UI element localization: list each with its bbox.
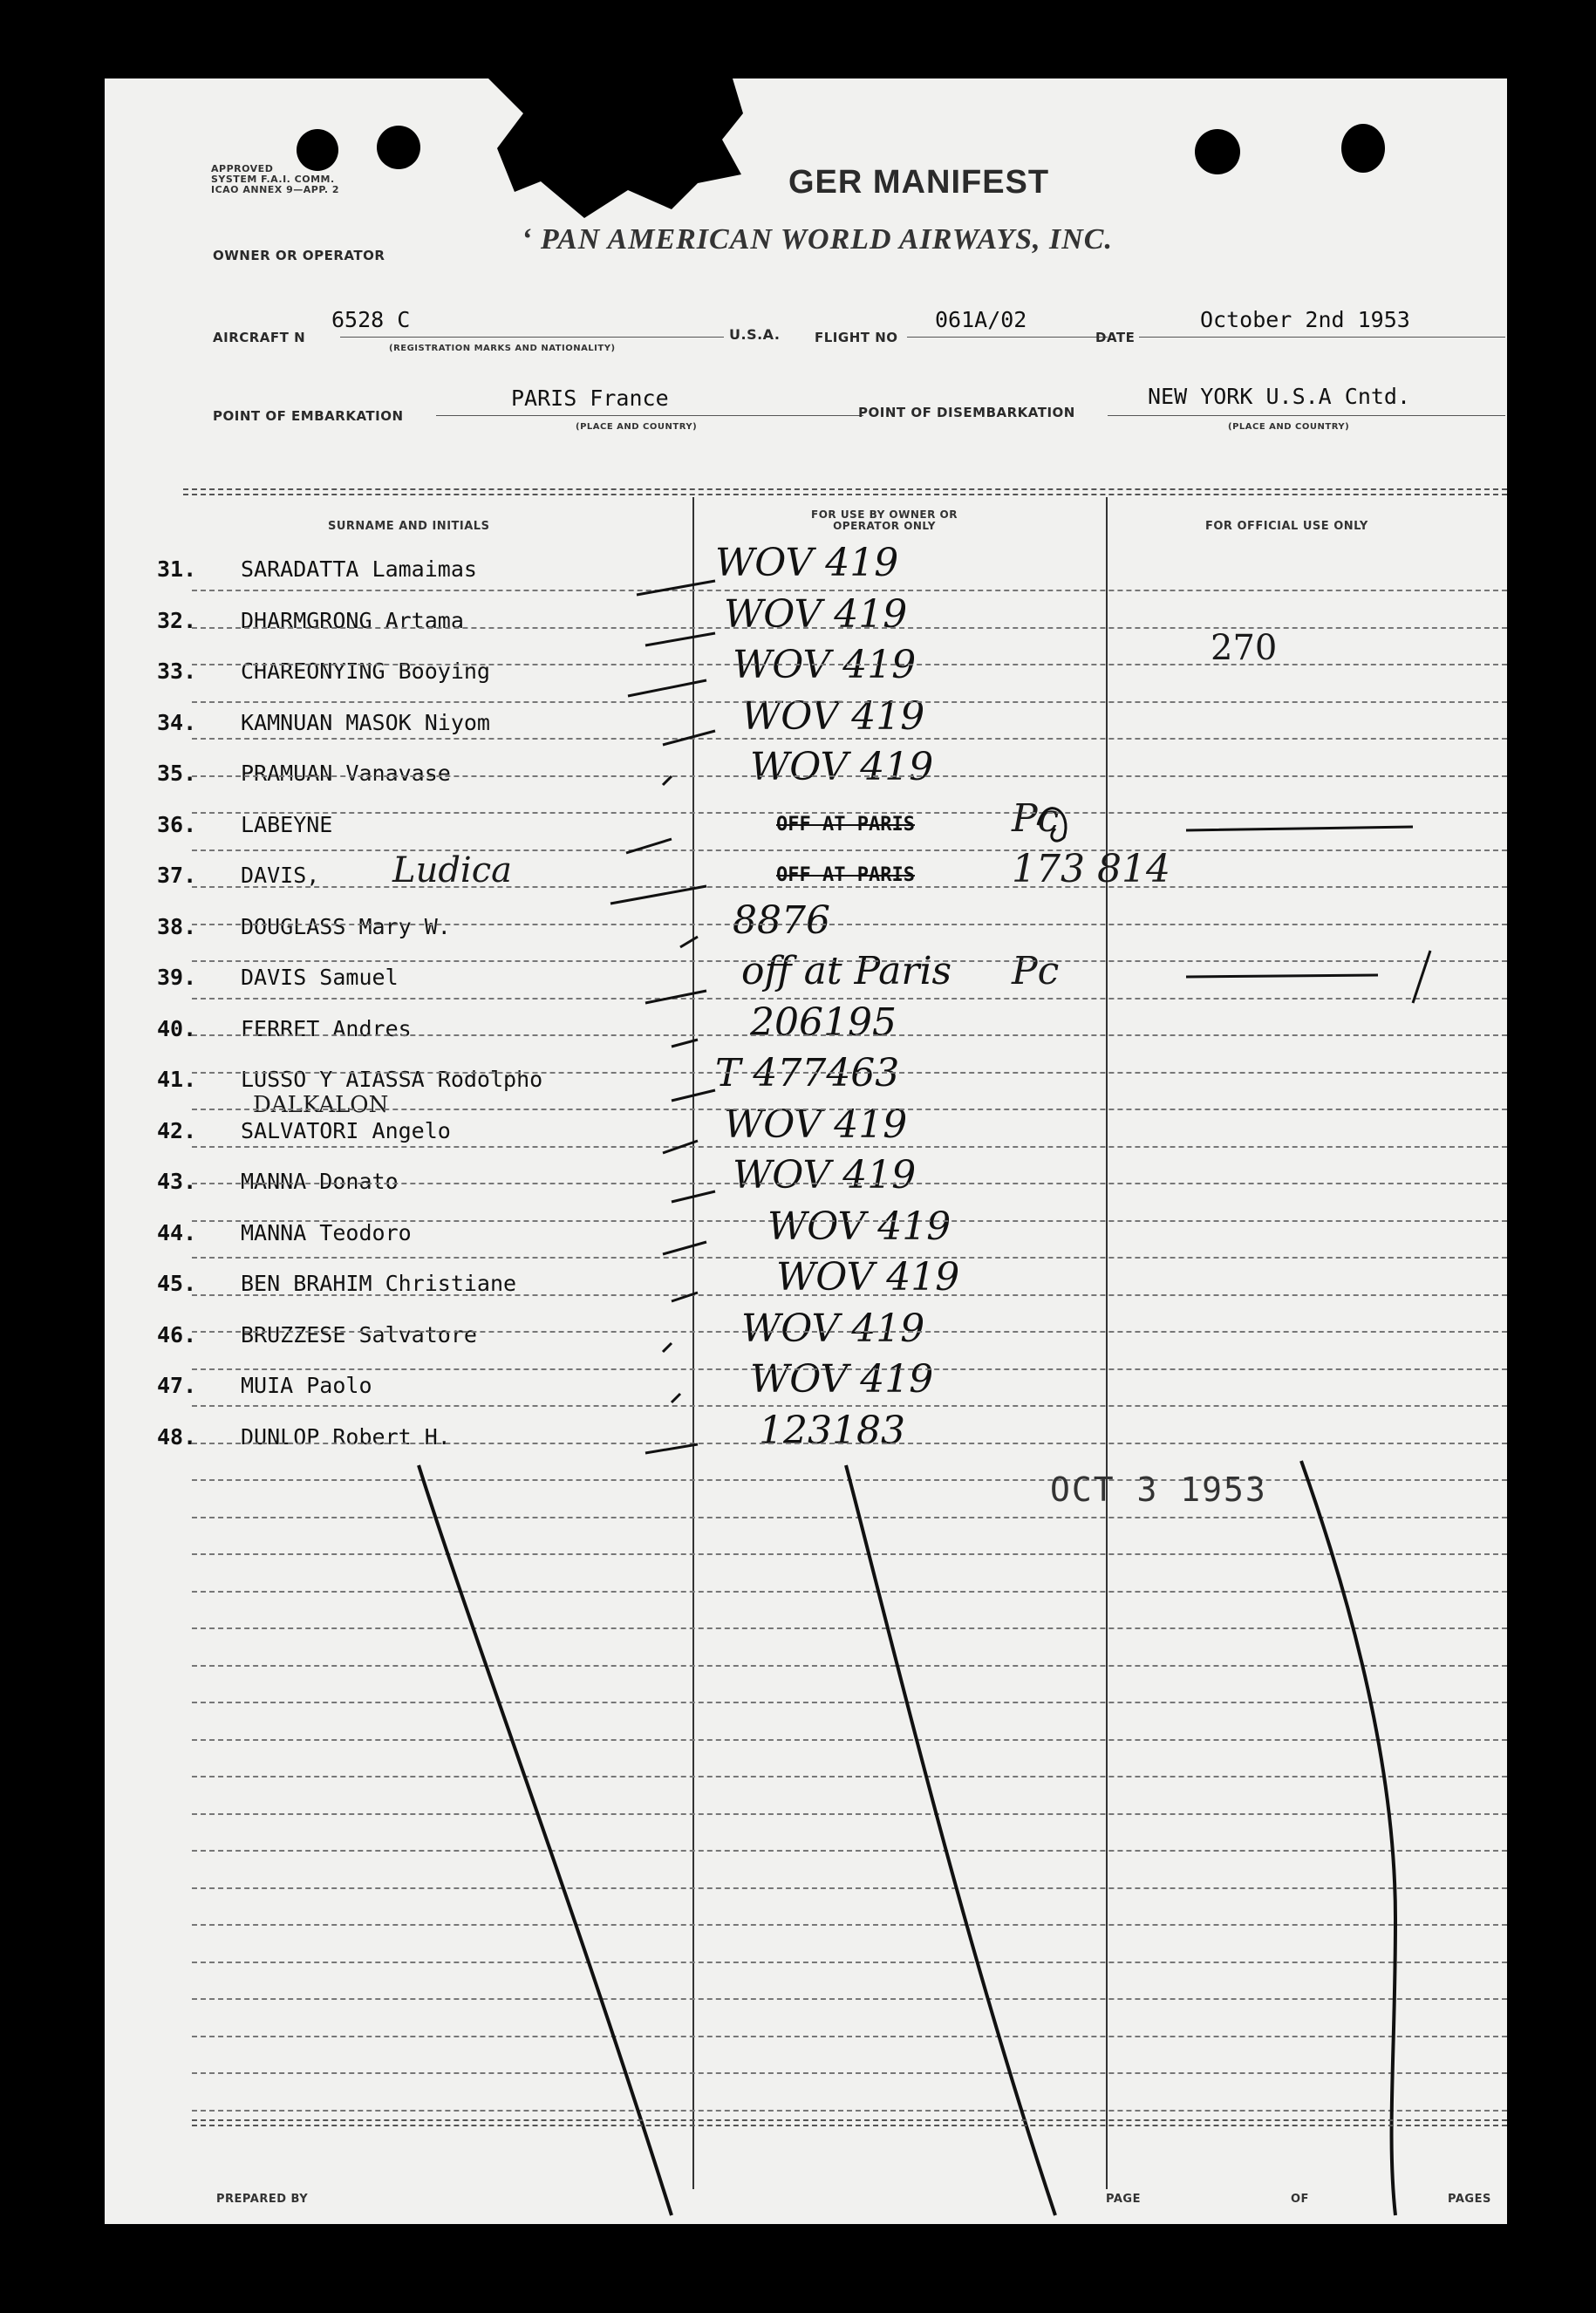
passenger-mark: 173 814 — [1012, 847, 1170, 891]
official-note: 270 — [1211, 628, 1278, 668]
passenger-owner-code: WOV 419 — [741, 693, 925, 739]
passenger-name: MANNA Teodoro — [241, 1219, 412, 1245]
flight-value: 061A/02 — [935, 307, 1027, 332]
passenger-name: DOUGLASS Mary W. — [241, 913, 451, 939]
passenger-owner-code: OFF AT PARIS — [776, 864, 915, 886]
passenger-owner-code: 206195 — [750, 1000, 897, 1045]
passenger-name: CHAREONYING Booying — [241, 658, 490, 684]
of-label: OF — [1291, 2193, 1309, 2206]
aircraft-label: AIRCRAFT N — [213, 330, 306, 345]
passenger-name: SARADATTA Lamaimas — [241, 556, 477, 582]
passenger-name: LABEYNE — [241, 811, 333, 837]
passenger-number: 43. — [157, 1169, 197, 1194]
date-stamp: OCT 3 1953 — [1050, 1470, 1267, 1509]
page-label: PAGE — [1106, 2193, 1141, 2206]
passenger-name: FERRET Andres — [241, 1015, 412, 1041]
flight-label: FLIGHT NO — [815, 330, 898, 345]
approval-line-3: ICAO ANNEX 9—APP. 2 — [211, 184, 340, 195]
passenger-owner-code: WOV 419 — [715, 541, 899, 585]
manifest-page — [105, 78, 1507, 2224]
col-header-owner-use: FOR USE BY OWNER OR OPERATOR ONLY — [811, 508, 958, 532]
aircraft-value: 6528 C — [331, 307, 411, 332]
passenger-number: 32. — [157, 607, 197, 633]
embarkation-value: PARIS France — [511, 386, 669, 411]
passenger-name: SALVATORI Angelo — [241, 1117, 451, 1143]
passenger-number: 31. — [157, 556, 197, 582]
passenger-number: 46. — [157, 1321, 197, 1348]
passenger-owner-code: WOV 419 — [733, 1153, 917, 1197]
passenger-number: 40. — [157, 1015, 197, 1041]
passenger-number: 41. — [157, 1067, 197, 1092]
passenger-name: MUIA Paolo — [241, 1373, 372, 1398]
disembarkation-value: NEW YORK U.S.A Cntd. — [1148, 384, 1411, 409]
passenger-name: MANNA Donato — [241, 1169, 399, 1194]
passenger-name: DAVIS, — [241, 863, 320, 888]
passenger-number: 39. — [157, 965, 197, 990]
disembarkation-label: POINT OF DISEMBARKATION — [858, 405, 1075, 420]
passenger-owner-code: WOV 419 — [750, 745, 934, 789]
passenger-owner-code: 123183 — [759, 1408, 905, 1453]
col-header-official: FOR OFFICIAL USE ONLY — [1205, 520, 1368, 533]
registration-sublabel: (REGISTRATION MARKS AND NATIONALITY) — [389, 344, 616, 353]
passenger-number: 38. — [157, 913, 197, 939]
passenger-number: 34. — [157, 709, 197, 735]
owner-label: OWNER OR OPERATOR — [213, 248, 385, 263]
passenger-name: BRUZZESE Salvatore — [241, 1321, 477, 1348]
passenger-name: PRAMUAN Vanavase — [241, 761, 451, 786]
passenger-owner-code: WOV 419 — [767, 1204, 951, 1249]
passenger-name: DUNLOP Robert H. — [241, 1423, 451, 1450]
passenger-owner-code: WOV 419 — [724, 1102, 908, 1147]
passenger-owner-code: OFF AT PARIS — [776, 813, 915, 836]
date-label: DATE — [1095, 330, 1136, 345]
passenger-name: DAVIS Samuel — [241, 965, 399, 990]
passenger-number: 37. — [157, 863, 197, 888]
pages-label: PAGES — [1448, 2193, 1491, 2206]
passenger-number: 44. — [157, 1219, 197, 1245]
passenger-owner-code: 8876 — [733, 897, 830, 943]
passenger-name: BEN BRAHIM Christiane — [241, 1271, 517, 1296]
footer-rule-1 — [192, 2119, 1507, 2121]
passenger-owner-code: WOV 419 — [776, 1255, 960, 1300]
embarkation-label: POINT OF EMBARKATION — [213, 408, 404, 424]
passenger-number: 48. — [157, 1423, 197, 1450]
passenger-number: 36. — [157, 811, 197, 837]
passenger-owner-code: WOV 419 — [750, 1357, 934, 1402]
passenger-owner-code: off at Paris — [741, 949, 952, 993]
usa-label: U.S.A. — [729, 326, 781, 343]
airline-name: ‘ PAN AMERICAN WORLD AIRWAYS, INC. — [522, 223, 1113, 256]
passenger-number: 47. — [157, 1373, 197, 1398]
passenger-name: DHARMGRONG Artama — [241, 607, 464, 633]
approval-line-2: SYSTEM F.A.I. COMM. — [211, 174, 335, 185]
passenger-mark: Pc — [1012, 949, 1060, 993]
passenger-number: 35. — [157, 761, 197, 786]
approval-line-1: APPROVED — [211, 163, 274, 174]
passenger-name-annotation: DALKALON — [253, 1091, 389, 1118]
passenger-owner-code: T 477463 — [715, 1051, 900, 1095]
passenger-owner-code: WOV 419 — [724, 591, 908, 637]
passenger-name-handwritten: Ludica — [392, 850, 512, 890]
passenger-name: LUSSO Y AIASSA Rodolpho — [241, 1067, 543, 1092]
void-strokes — [105, 78, 1507, 2224]
col-header-surname: SURNAME AND INITIALS — [328, 520, 490, 533]
passenger-number: 45. — [157, 1271, 197, 1296]
manifest-title: GER MANIFEST — [788, 164, 1050, 201]
passenger-number: 42. — [157, 1117, 197, 1143]
passenger-mark: Pc — [1012, 795, 1060, 841]
prepared-by-label: PREPARED BY — [216, 2193, 309, 2206]
passenger-name: KAMNUAN MASOK Niyom — [241, 709, 490, 735]
passenger-owner-code: WOV 419 — [733, 643, 917, 687]
footer-rule-2 — [192, 2125, 1507, 2126]
passenger-owner-code: WOV 419 — [741, 1306, 925, 1351]
disembark-place-sublabel: (PLACE AND COUNTRY) — [1228, 422, 1350, 432]
embark-place-sublabel: (PLACE AND COUNTRY) — [576, 422, 698, 432]
date-value: October 2nd 1953 — [1200, 307, 1410, 332]
passenger-number: 33. — [157, 658, 197, 684]
